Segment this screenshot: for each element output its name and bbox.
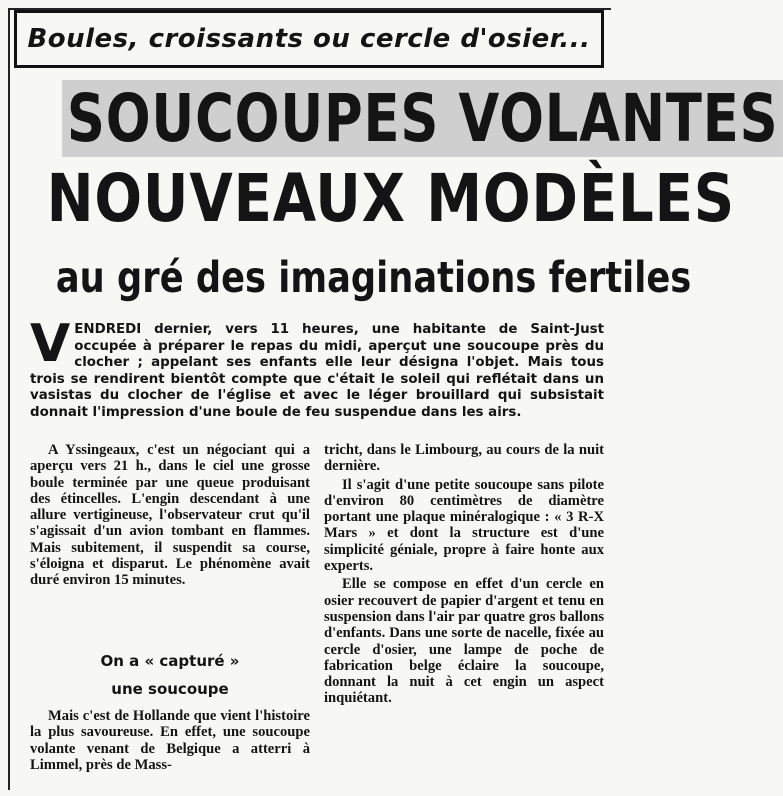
right-column <box>324 442 604 707</box>
headline-line-3: au gré des imaginations fertiles <box>55 253 692 303</box>
left-paragraph-2: Mais c'est de Hollande que vient l'histoire la plus savoureuse. En effet, une soucoupe volante venant de Belgique a atterri à Limmel, près de Mass- <box>30 708 310 773</box>
subheading-1: On a « capturé » <box>100 652 240 670</box>
lead-paragraph <box>30 314 604 422</box>
left-column <box>30 442 310 589</box>
drop-cap: V <box>30 314 71 374</box>
headline-line-1 <box>62 80 779 157</box>
headline-line-1-text: SOUCOUPES VOLANTES <box>62 80 783 157</box>
left-column-continued <box>30 708 310 773</box>
subheading-2: une soucoupe <box>111 680 229 698</box>
headline-line-2: NOUVEAUX MODÈLES <box>46 160 736 237</box>
kicker: Boules, croissants ou cercle d'osier... <box>27 24 591 54</box>
kicker-box <box>14 10 604 68</box>
lead-text: ENDREDI dernier, vers 11 heures, une habitante de Saint-Just occupée à préparer le repas du midi, aperçut une soucoupe près du clocher ; appelant ses enfants elle leur désigna l'objet. Mais tous trois se rendirent bientôt compte que c'était le soleil qui reflétait dans un vasistas du clocher de l'église et avec le léger brouillard qui subsistait donnait l'impression d'une boule de feu suspendue dans les airs. <box>30 322 604 420</box>
right-paragraph-1: tricht, dans le Limbourg, au cours de la nuit dernière. <box>324 442 604 475</box>
left-paragraph-1: A Yssingeaux, c'est un négociant qui a aperçu vers 21 h., dans le ciel une grosse boule terminée par une queue produisant des étincelles. L'engin descendant à une allure vertigineuse, l'observateur crut qu'il s'agissait d'un avion tombant en flammes. Mais subitement, il suspendit sa course, s'éloigna et disparut. Le phénomène avait duré environ 15 minutes. <box>30 442 310 589</box>
right-paragraph-2: Il s'agit d'une petite soucoupe sans pilote d'environ 80 centimètres de diamètre portant une plaque minéralogique : « 3 R-X Mars » et dont la structure est d'une simplicité géniale, propre à faire honte aux experts. <box>324 476 604 575</box>
right-paragraph-3: Elle se compose en effet d'un cercle en osier recouvert de papier d'argent et tenu en suspension dans l'air par quatre gros ballons d'enfants. Dans une sorte de nacelle, fixée au cercle d'osier, une lampe de poche de fabrication belge éclaire la soucoupe, donnant la nuit à cet engin un aspect inquiétant. <box>324 576 604 707</box>
